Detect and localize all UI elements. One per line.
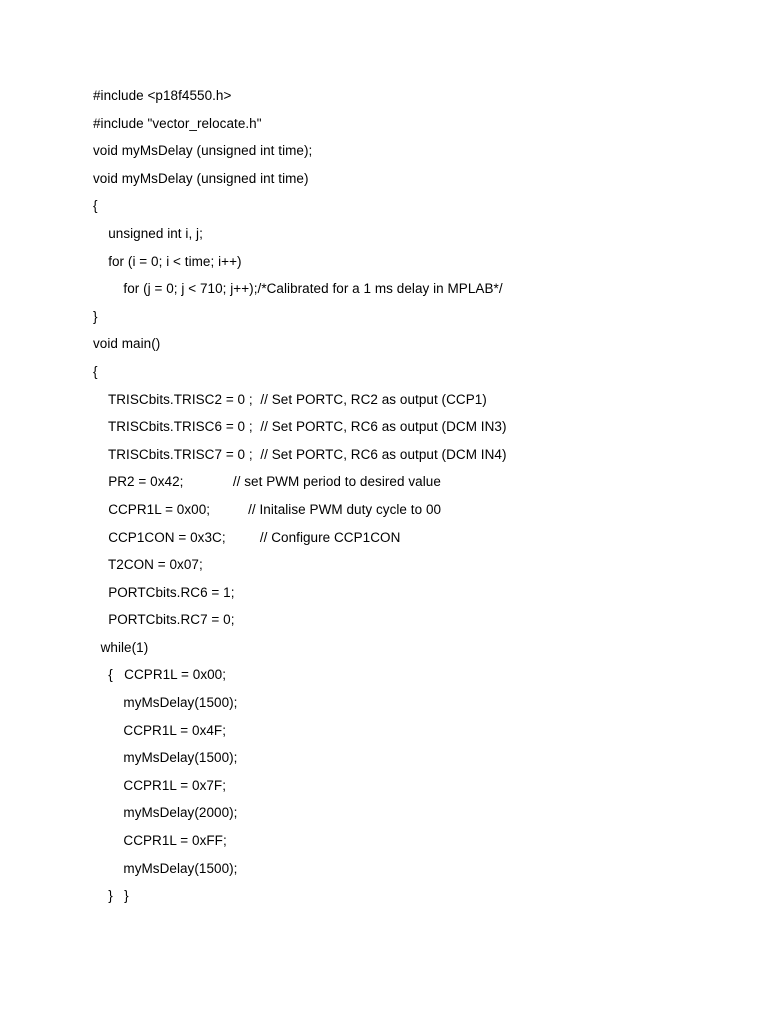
code-line-main: void main(): [93, 336, 161, 352]
code-line-inner-for: for (j = 0; j < 710; j++);/*Calibrated for a 1 ms delay in MPLAB*/: [93, 281, 503, 297]
code-line-delay-prototype: void myMsDelay (unsigned int time);: [93, 143, 313, 159]
code-line-delay-1500-b: myMsDelay(1500);: [93, 750, 238, 766]
code-line-pr2: PR2 = 0x42; // set PWM period to desired value: [93, 474, 441, 490]
code-line-rc6: PORTCbits.RC6 = 1;: [93, 584, 235, 600]
code-line-ccpr1l-init: CCPR1L = 0x00; // Initalise PWM duty cycle to 00: [93, 501, 442, 517]
code-line-t2con: T2CON = 0x07;: [93, 557, 203, 573]
code-line-trisc7: TRISCbits.TRISC7 = 0 ; // Set PORTC, RC6 as output (DCM IN4): [93, 446, 507, 462]
code-line-delay-2000: myMsDelay(2000);: [93, 805, 238, 821]
code-listing: [93, 86, 713, 914]
code-line-include-vector-relocate: #include "vector_relocate.h": [93, 115, 262, 131]
code-line-delay-definition: void myMsDelay (unsigned int time): [93, 170, 309, 186]
code-line-open-brace: {: [93, 198, 98, 214]
code-line-main-open-brace: {: [93, 363, 98, 379]
code-line-while: while(1): [93, 639, 149, 655]
code-line-declare-ij: unsigned int i, j;: [93, 225, 203, 241]
code-line-ccp1con: CCP1CON = 0x3C; // Configure CCP1CON: [93, 529, 401, 545]
code-line-delay-1500-a: myMsDelay(1500);: [93, 695, 238, 711]
code-line-ccpr1l-ff: CCPR1L = 0xFF;: [93, 833, 227, 849]
code-line-rc7: PORTCbits.RC7 = 0;: [93, 612, 235, 628]
code-line-loop-ccpr1l-00: { CCPR1L = 0x00;: [93, 667, 227, 683]
code-line-outer-for: for (i = 0; i < time; i++): [93, 253, 242, 269]
code-line-trisc6: TRISCbits.TRISC6 = 0 ; // Set PORTC, RC6 as output (DCM IN3): [93, 419, 507, 435]
code-line-ccpr1l-4f: CCPR1L = 0x4F;: [93, 722, 227, 738]
code-line-trisc2: TRISCbits.TRISC2 = 0 ; // Set PORTC, RC2 as output (CCP1): [93, 391, 487, 407]
code-line-include-p18f4550: #include <p18f4550.h>: [93, 88, 232, 103]
code-line-close-brace: }: [93, 308, 98, 324]
code-line-closing-braces: } }: [93, 888, 129, 904]
code-line-ccpr1l-7f: CCPR1L = 0x7F;: [93, 777, 227, 793]
code-line-delay-1500-c: myMsDelay(1500);: [93, 860, 238, 876]
